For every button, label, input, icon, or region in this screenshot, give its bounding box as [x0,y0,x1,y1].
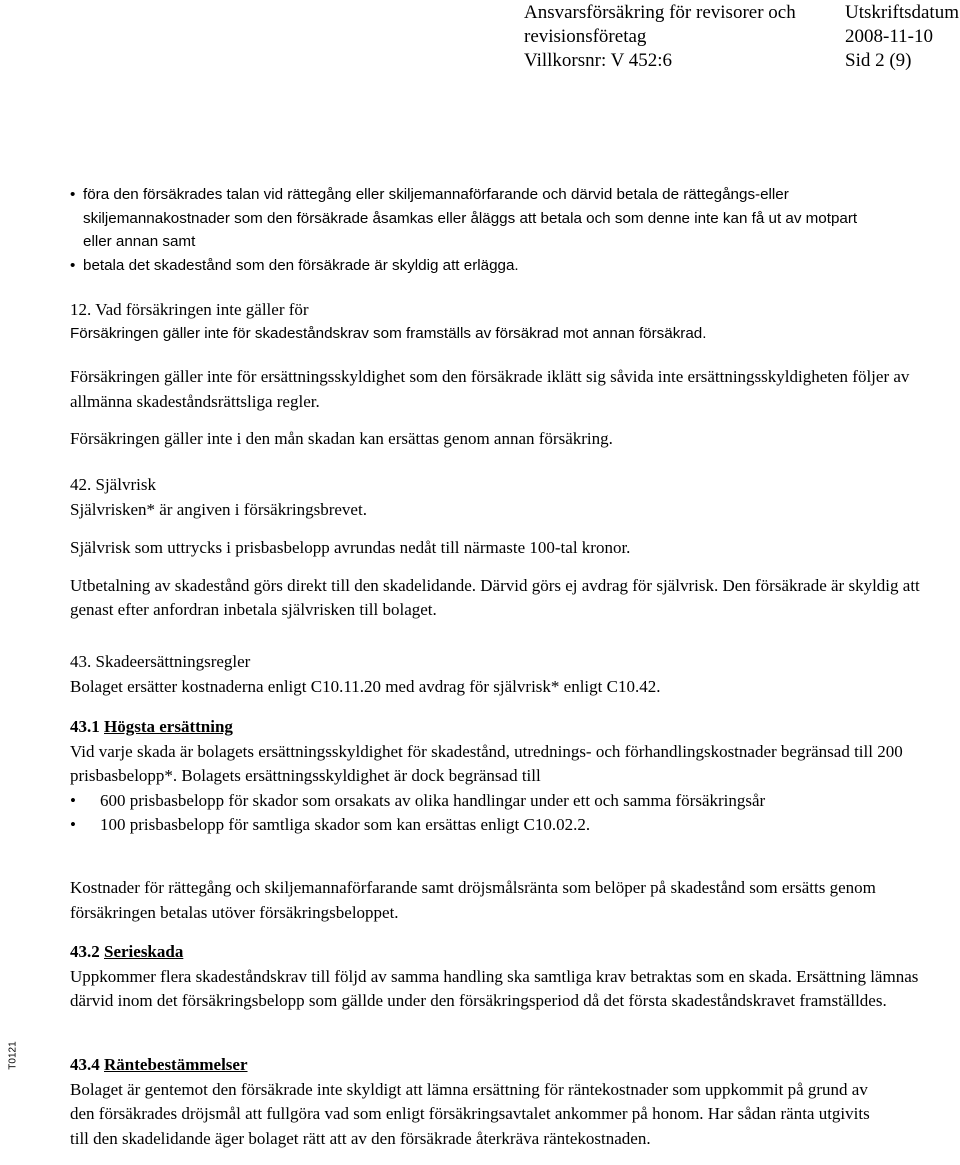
top-bullet-list [70,183,870,277]
section-heading [70,940,930,965]
paragraph: Uppkommer flera skadeståndskrav till följd av samma handling ska samtliga krav betraktas som en skada. Ersättning lämnas därvid inom det försäkringsbelopp som gällde under den försäkringsperiod då det första skadeståndskravet framställdes. [70,966,919,1010]
list-item: • 100 prisbasbelopp för samtliga skador som kan ersättas enligt C10.02.2. [70,813,930,838]
paragraph: Självrisk som uttrycks i prisbasbelopp avrundas nedåt till närmaste 100-tal kronor. [70,538,631,557]
section-title: Högsta ersättning [104,717,233,736]
header-title-line-2: revisionsföretag [524,26,647,47]
paragraph: Försäkringen gäller inte i den mån skadan kan ersättas genom annan försäkring. [70,429,613,448]
paragraph: Vid varje skada är bolagets ersättningsskyldighet för skadestånd, utrednings- och förhandlingskostnader begränsad till 200 prisbasbelopp*. Bolagets ersättningsskyldighet är dock begränsad till [70,741,903,785]
section-heading: 42. Självrisk [70,475,156,494]
section-43-4 [70,1053,930,1151]
paragraph: Bolaget är gentemot den försäkrade inte skyldigt att lämna ersättning för räntekostnader som uppkommit på grund av den försäkrades dröjsmål att fullgöra vad som enligt försäkringsavtalet ankommer på honom. Har sådan ränta utgivits till den skadelidande äger bolaget rätt att av den försäkrade återkräva räntekostnaden. [70,1079,870,1148]
section-12 [70,299,930,346]
header-title-line-1: Ansvarsförsäkring för revisorer och [524,2,796,23]
section-43-1 [70,715,930,838]
header-page-number: Sid 2 (9) [845,50,912,71]
paragraph: Försäkringen gäller inte för ersättningsskyldighet som den försäkrade iklätt sig såvida inte ersättningsskyldigheten följer av allmänna skadeståndsrättsliga regler. [70,367,910,411]
section-heading: 43. Skadeersättningsregler [70,652,251,671]
header-print-date: 2008-11-10 [845,26,933,47]
section-43-2 [70,940,930,1014]
list-item: • 600 prisbasbelopp för skador som orsakats av olika handlingar under ett och samma försäkringsår [70,789,930,814]
paragraph: Utbetalning av skadestånd görs direkt till den skadelidande. Därvid görs ej avdrag för självrisk. Den försäkrade är skyldig att genast efter anfordran inbetala självrisken till bolaget. [70,575,920,619]
section-number: 43.1 [70,717,100,736]
section-number: 43.4 [70,1055,100,1074]
document-header-right [845,1,959,73]
side-document-code: T0121 [7,1041,19,1070]
paragraph: Försäkringen gäller inte för skadeståndskrav som framställs av försäkrad mot annan försäkrad. [70,325,707,342]
section-number: 43.2 [70,942,100,961]
list-item: • föra den försäkrades talan vid rättegång eller skiljemannaförfarande och därvid betala de rättegångs-eller skiljemannakostnader som den försäkrade åsamkas eller åläggs att betala och som denne inte kan få ut av motpart eller annan samt [70,183,870,254]
paragraph: Kostnader för rättegång och skiljemannaförfarande samt dröjsmålsränta som belöper på skadestånd som ersätts genom försäkringen betalas utöver försäkringsbeloppet. [70,878,876,922]
section-title: Serieskada [104,942,184,961]
section-heading [70,715,930,740]
section-heading [70,1053,930,1078]
section-title: Räntebestämmelser [104,1055,248,1074]
section-heading: 12. Vad försäkringen inte gäller för [70,300,309,319]
document-header-left [524,1,796,73]
section-43-1-costs [70,876,930,925]
header-print-date-label: Utskriftsdatum [845,2,959,23]
section-12-continued [70,365,930,452]
paragraph: Självrisken* är angiven i försäkringsbrevet. [70,499,367,519]
paragraph: Bolaget ersätter kostnaderna enligt C10.11.20 med avdrag för självrisk* enligt C10.42. [70,676,661,696]
section-42 [70,473,930,623]
section-43 [70,650,930,699]
header-terms-number: Villkorsnr: V 452:6 [524,50,673,71]
list-item: • betala det skadestånd som den försäkrade är skyldig att erlägga. [70,254,870,278]
